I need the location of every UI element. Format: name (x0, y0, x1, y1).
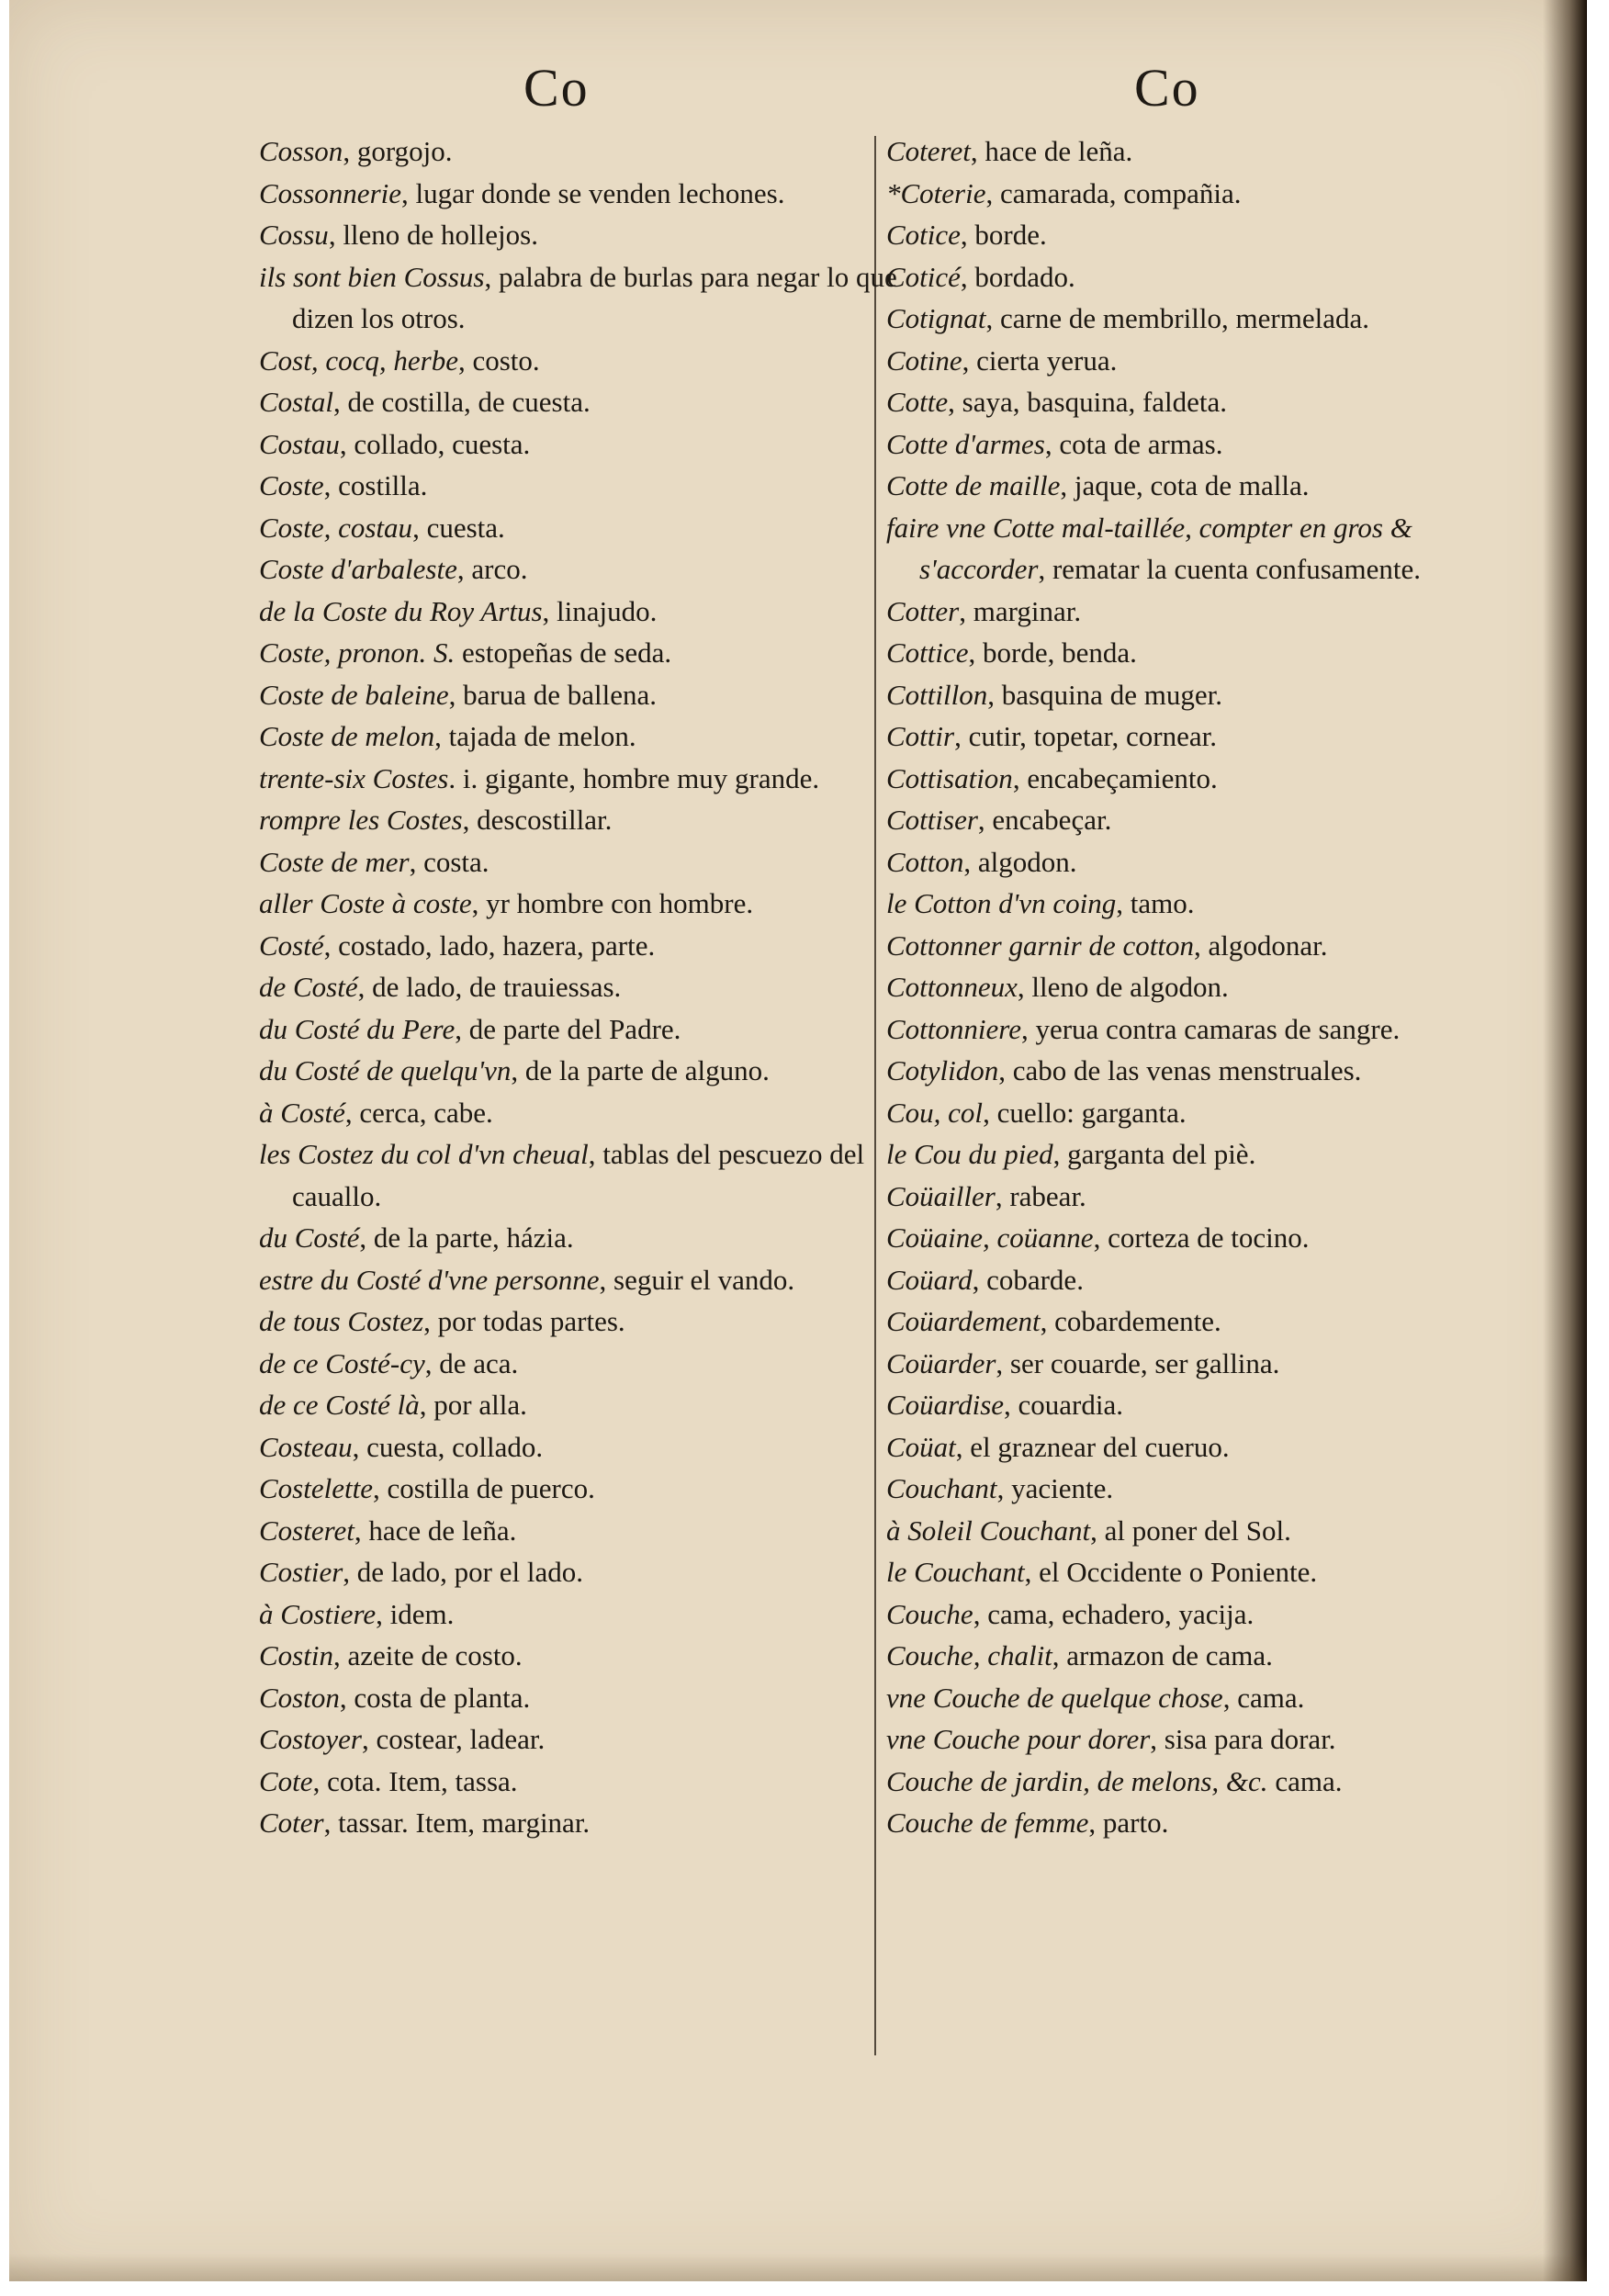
dictionary-entry (886, 1468, 1529, 1510)
dictionary-entry (259, 632, 902, 674)
dictionary-entry (259, 1008, 902, 1051)
entry-headword: Costin (259, 1639, 333, 1671)
entry-definition: , cuesta. (412, 511, 505, 544)
entry-definition: , barua de ballena. (448, 678, 657, 711)
dictionary-entry (259, 1384, 902, 1426)
entry-definition: , camarada, compañia. (985, 176, 1242, 209)
entry-headword: Coste d'arbaleste (259, 553, 457, 585)
entry-headword: Coste de baleine (259, 678, 449, 711)
dictionary-entry (259, 507, 902, 549)
entry-headword: Couche de jardin, de melons, &c. (886, 1764, 1268, 1797)
entry-headword: Cost, cocq, herbe (259, 343, 458, 377)
dictionary-entry (886, 966, 1529, 1008)
dictionary-entry (886, 1176, 1529, 1218)
dictionary-entry (886, 1384, 1529, 1426)
entry-headword: estre du Costé d'vne personne (259, 1263, 600, 1296)
entry-headword: Cottiser (886, 804, 978, 836)
entry-definition: , borde. (960, 219, 1047, 251)
dictionary-entry (259, 674, 902, 716)
dictionary-entry (886, 1008, 1529, 1051)
dictionary-entry (886, 1343, 1529, 1385)
entry-headword: Coüarder (886, 1346, 996, 1379)
dictionary-entry (886, 214, 1529, 256)
entry-definition: , de lado, de trauiessas. (357, 971, 622, 1003)
dictionary-entry (886, 1259, 1529, 1301)
entry-headword: Costeau (259, 1430, 353, 1463)
entry-definition: , cuello: garganta. (983, 1096, 1187, 1129)
entry-headword: Cottisation (886, 761, 1013, 794)
dictionary-entry (886, 1300, 1529, 1343)
dictionary-entry (886, 883, 1529, 925)
dictionary-entry (259, 173, 902, 215)
entry-definition: , de parte del Padre. (455, 1012, 681, 1045)
entry-headword: Coste, costau (259, 511, 413, 544)
dictionary-entry (259, 1551, 902, 1593)
dictionary-entry (259, 1677, 902, 1719)
entry-definition: , costilla. (323, 469, 428, 501)
left-column (259, 130, 902, 1844)
entry-definition: , algodon. (963, 845, 1077, 878)
entry-definition: , de la parte de alguno. (511, 1054, 770, 1086)
entry-definition: , azeite de costo. (332, 1639, 523, 1671)
dictionary-entry (886, 674, 1529, 716)
dictionary-entry (886, 465, 1529, 507)
entry-definition: , seguir el vando. (599, 1263, 795, 1296)
entry-definition: , descostillar. (462, 804, 613, 836)
dictionary-entry (886, 758, 1529, 800)
entry-headword: Costoyer (259, 1723, 362, 1755)
entry-headword: Cote (259, 1764, 313, 1797)
entry-headword: du Costé de quelqu'vn (259, 1054, 512, 1086)
left-running-header: Co (523, 58, 590, 118)
dictionary-entry (886, 799, 1529, 841)
entry-definition: , cuesta, collado. (352, 1430, 544, 1463)
entry-definition: , encabeçamiento. (1012, 761, 1218, 794)
dictionary-entry (259, 1718, 902, 1761)
entry-definition: , bordado. (960, 260, 1075, 293)
entry-definition: . i. gigante, hombre muy grande. (448, 761, 820, 794)
entry-definition: , cabo de las venas menstruales. (998, 1054, 1362, 1086)
entry-definition: , rematar la cuenta confusamente. (1038, 553, 1422, 585)
dictionary-entry (886, 1635, 1529, 1677)
dictionary-entry (886, 1133, 1529, 1176)
entry-definition: , yaciente. (996, 1472, 1114, 1504)
dictionary-entry (259, 1300, 902, 1343)
entry-definition: , de aca. (424, 1346, 519, 1379)
entry-definition: estopeñas de seda. (455, 636, 672, 669)
entry-definition: , cutir, topetar, cornear. (954, 720, 1217, 752)
entry-definition: , hace de leña. (970, 135, 1133, 167)
entry-definition: , tajada de melon. (434, 720, 636, 752)
entry-headword: Coteret (886, 135, 971, 167)
entry-headword: Costeret (259, 1514, 354, 1547)
entry-definition: , cama, echadero, yacija. (973, 1597, 1255, 1630)
entry-definition: , borde, benda. (968, 636, 1137, 669)
dictionary-entry (259, 340, 902, 382)
entry-headword: Coüardement (886, 1305, 1041, 1337)
dictionary-entry (259, 1635, 902, 1677)
dictionary-entry (886, 256, 1529, 298)
entry-headword: Cottonneux (886, 971, 1018, 1003)
dictionary-entry (886, 1510, 1529, 1552)
entry-definition: , carne de membrillo, mermelada. (985, 302, 1369, 334)
dictionary-entry (259, 130, 902, 173)
dictionary-entry (886, 507, 1529, 591)
entry-definition: , por alla. (419, 1389, 527, 1421)
entry-definition: , algodonar. (1193, 929, 1328, 962)
right-running-header: Co (1134, 58, 1200, 118)
entry-headword: Coüardise (886, 1389, 1005, 1421)
entry-definition: , lugar donde se venden lechones. (401, 176, 785, 209)
dictionary-entry (259, 256, 902, 340)
dictionary-entry (259, 966, 902, 1008)
dictionary-entry (886, 1426, 1529, 1469)
entry-definition: , de costilla, de cuesta. (332, 386, 591, 418)
dictionary-entry (259, 465, 902, 507)
dictionary-entry (886, 1677, 1529, 1719)
entry-headword: Coticé (886, 260, 961, 293)
entry-definition: , cobardemente. (1040, 1305, 1221, 1337)
entry-headword: aller Coste à coste (259, 887, 472, 919)
dictionary-entry (886, 130, 1529, 173)
entry-definition: , basquina de muger. (987, 678, 1222, 711)
dictionary-entry (886, 381, 1529, 423)
entry-headword: vne Couche pour dorer (886, 1723, 1151, 1755)
entry-definition: , palabra de burlas para negar lo que dizen los otros. (292, 260, 897, 334)
dictionary-entry (259, 841, 902, 884)
entry-definition: , lleno de algodon. (1017, 971, 1229, 1003)
entry-definition: , cierta yerua. (962, 343, 1118, 377)
entry-headword: Coter (259, 1806, 324, 1839)
entry-headword: Costau (259, 427, 340, 460)
entry-definition: , costa de planta. (339, 1681, 531, 1714)
dictionary-entry (886, 1593, 1529, 1636)
entry-definition: , gorgojo. (343, 135, 453, 167)
entry-headword: le Couchant (886, 1556, 1025, 1588)
entry-headword: de ce Costé là (259, 1389, 420, 1421)
entry-headword: Couche (886, 1597, 973, 1630)
dictionary-entry (259, 1259, 902, 1301)
entry-definition: , marginar. (959, 594, 1082, 627)
entry-headword: de tous Costez (259, 1305, 424, 1337)
dictionary-entry (259, 1802, 902, 1844)
dictionary-entry (886, 1551, 1529, 1593)
dictionary-entry (259, 548, 902, 591)
entry-headword: Cosson (259, 135, 343, 167)
entry-definition: , cota. Item, tassa. (312, 1764, 518, 1797)
entry-definition: , cota de armas. (1044, 427, 1223, 460)
entry-headword: de Costé (259, 971, 358, 1003)
dictionary-entry (886, 1050, 1529, 1092)
entry-headword: Cossu (259, 219, 329, 251)
entry-headword: rompre les Costes (259, 804, 463, 836)
entry-headword: Couche de femme (886, 1806, 1089, 1839)
entry-headword: Cotter (886, 594, 960, 627)
entry-definition: , yr hombre con hombre. (471, 887, 754, 919)
dictionary-entry (259, 423, 902, 466)
entry-headword: Costier (259, 1556, 343, 1588)
entry-headword: Couche, chalit (886, 1639, 1052, 1671)
dictionary-entry (886, 1217, 1529, 1259)
entry-headword: trente-six Costes (259, 761, 449, 794)
entry-headword: Cotice (886, 219, 961, 251)
entry-definition: , al poner del Sol. (1090, 1514, 1291, 1547)
dictionary-entry (886, 925, 1529, 967)
entry-definition: , lleno de hollejos. (328, 219, 538, 251)
entry-definition: , tassar. Item, marginar. (323, 1806, 591, 1839)
right-column (886, 130, 1529, 1844)
dictionary-entry (886, 173, 1529, 215)
dictionary-entry (886, 715, 1529, 758)
dictionary-entry (886, 340, 1529, 382)
entry-headword: Cou, col (886, 1096, 984, 1129)
entry-headword: Coüailler (886, 1179, 996, 1212)
entry-headword: Cotte d'armes (886, 427, 1045, 460)
entry-headword: du Costé (259, 1221, 360, 1254)
entry-headword: du Costé du Pere (259, 1012, 456, 1045)
entry-definition: , linajudo. (542, 594, 658, 627)
entry-definition: , cobarde. (972, 1263, 1084, 1296)
entry-headword: à Soleil Couchant (886, 1514, 1091, 1547)
entry-headword: Coste (259, 469, 324, 501)
entry-headword: à Costiere (259, 1597, 377, 1630)
entry-definition: , ser couarde, ser gallina. (996, 1346, 1280, 1379)
dictionary-entry (259, 799, 902, 841)
entry-definition: , saya, basquina, faldeta. (948, 386, 1228, 418)
entry-definition: , sisa para dorar. (1150, 1723, 1336, 1755)
entry-headword: Cottice (886, 636, 969, 669)
dictionary-entry (886, 841, 1529, 884)
entry-headword: Coste, pronon. S. (259, 636, 456, 669)
entry-definition: , encabeçar. (977, 804, 1112, 836)
dictionary-entry (886, 1092, 1529, 1134)
entry-headword: Costé (259, 929, 324, 962)
entry-definition: , el Occidente o Poniente. (1024, 1556, 1318, 1588)
entry-headword: Cotton (886, 845, 964, 878)
dictionary-entry (886, 632, 1529, 674)
entry-headword: *Coterie (886, 176, 986, 209)
entry-headword: Cottir (886, 720, 955, 752)
entry-headword: les Costez du col d'vn cheual (259, 1138, 589, 1170)
dictionary-entry (886, 423, 1529, 466)
dictionary-entry (259, 214, 902, 256)
entry-headword: Couchant (886, 1472, 997, 1504)
entry-headword: Coüat (886, 1430, 956, 1463)
dictionary-entry (886, 1802, 1529, 1844)
entry-definition: , tablas del pescuezo del cauallo. (292, 1138, 865, 1212)
dictionary-entry (259, 883, 902, 925)
entry-headword: le Cou du pied (886, 1138, 1053, 1170)
dictionary-entry (886, 1761, 1529, 1803)
entry-definition: , arco. (456, 553, 528, 585)
entry-definition: , corteza de tocino. (1093, 1221, 1310, 1254)
entry-headword: Cottonner garnir de cotton (886, 929, 1194, 962)
entry-headword: Coste de melon (259, 720, 435, 752)
entry-headword: Cossonnerie (259, 176, 401, 209)
entry-headword: Coston (259, 1681, 340, 1714)
page-edge-shadow (1543, 0, 1587, 2281)
entry-definition: , de lado, por el lado. (343, 1556, 583, 1588)
dictionary-entry (886, 298, 1529, 340)
dictionary-entry (259, 758, 902, 800)
entry-headword: Cotte de maille (886, 469, 1061, 501)
dictionary-entry (259, 381, 902, 423)
entry-definition: , por todas partes. (423, 1305, 625, 1337)
entry-definition: , collado, cuesta. (339, 427, 531, 460)
dictionary-entry (886, 1718, 1529, 1761)
dictionary-page (9, 0, 1587, 2281)
entry-definition: , costo. (457, 343, 540, 377)
entry-definition: , garganta del piè. (1052, 1138, 1256, 1170)
dictionary-entry (259, 1426, 902, 1469)
dictionary-entry (886, 591, 1529, 633)
entry-headword: de ce Costé-cy (259, 1346, 425, 1379)
dictionary-entry (259, 1133, 902, 1217)
entry-definition: , de la parte, házia. (359, 1221, 574, 1254)
dictionary-entry (259, 1593, 902, 1636)
entry-headword: Coüaine, coüanne (886, 1221, 1094, 1254)
entry-definition: , yerua contra camaras de sangre. (1020, 1012, 1401, 1045)
entry-definition: , idem. (376, 1597, 455, 1630)
dictionary-entry (259, 1343, 902, 1385)
dictionary-entry (259, 1761, 902, 1803)
dictionary-entry (259, 1468, 902, 1510)
entry-definition: , cerca, cabe. (344, 1096, 493, 1129)
entry-definition: , couardia. (1004, 1389, 1123, 1421)
entry-headword: Costelette (259, 1472, 373, 1504)
entry-headword: le Cotton d'vn coing (886, 887, 1117, 919)
entry-headword: ils sont bien Cossus (259, 260, 485, 293)
entry-headword: Cotylidon (886, 1054, 999, 1086)
entry-headword: Cotignat (886, 302, 986, 334)
entry-definition: , el graznear del cueruo. (955, 1430, 1230, 1463)
dictionary-entry (259, 715, 902, 758)
dictionary-entry (259, 1050, 902, 1092)
dictionary-entry (259, 1092, 902, 1134)
dictionary-entry (259, 925, 902, 967)
entry-headword: Cottillon (886, 678, 988, 711)
entry-headword: Costal (259, 386, 333, 418)
dictionary-entry (259, 1217, 902, 1259)
entry-definition: , costear, ladear. (361, 1723, 546, 1755)
entry-headword: Coste de mer (259, 845, 410, 878)
page-bottom-shadow (9, 2254, 1587, 2281)
entry-headword: Cotine (886, 343, 962, 377)
entry-headword: Coüard (886, 1263, 973, 1296)
entry-definition: cama. (1267, 1764, 1343, 1797)
entry-definition: , costa. (409, 845, 489, 878)
entry-definition: , costado, lado, hazera, parte. (323, 929, 656, 962)
dictionary-entry (259, 1510, 902, 1552)
entry-definition: , costilla de puerco. (372, 1472, 595, 1504)
entry-definition: , tamo. (1116, 887, 1195, 919)
dictionary-entry (259, 591, 902, 633)
entry-definition: , hace de leña. (354, 1514, 517, 1547)
entry-definition: , cama. (1222, 1681, 1305, 1714)
entry-definition: , rabear. (995, 1179, 1086, 1212)
entry-headword: Cottonniere (886, 1012, 1021, 1045)
entry-headword: Cotte (886, 386, 949, 418)
entry-definition: , parto. (1088, 1806, 1169, 1839)
entry-headword: vne Couche de quelque chose (886, 1681, 1223, 1714)
entry-definition: , jaque, cota de malla. (1060, 469, 1310, 501)
entry-headword: à Costé (259, 1096, 345, 1129)
entry-definition: , armazon de cama. (1052, 1639, 1273, 1671)
entry-headword: faire vne Cotte mal-taillée, compter en gros & s'accorder (886, 511, 1412, 585)
entry-headword: de la Coste du Roy Artus (259, 594, 543, 627)
